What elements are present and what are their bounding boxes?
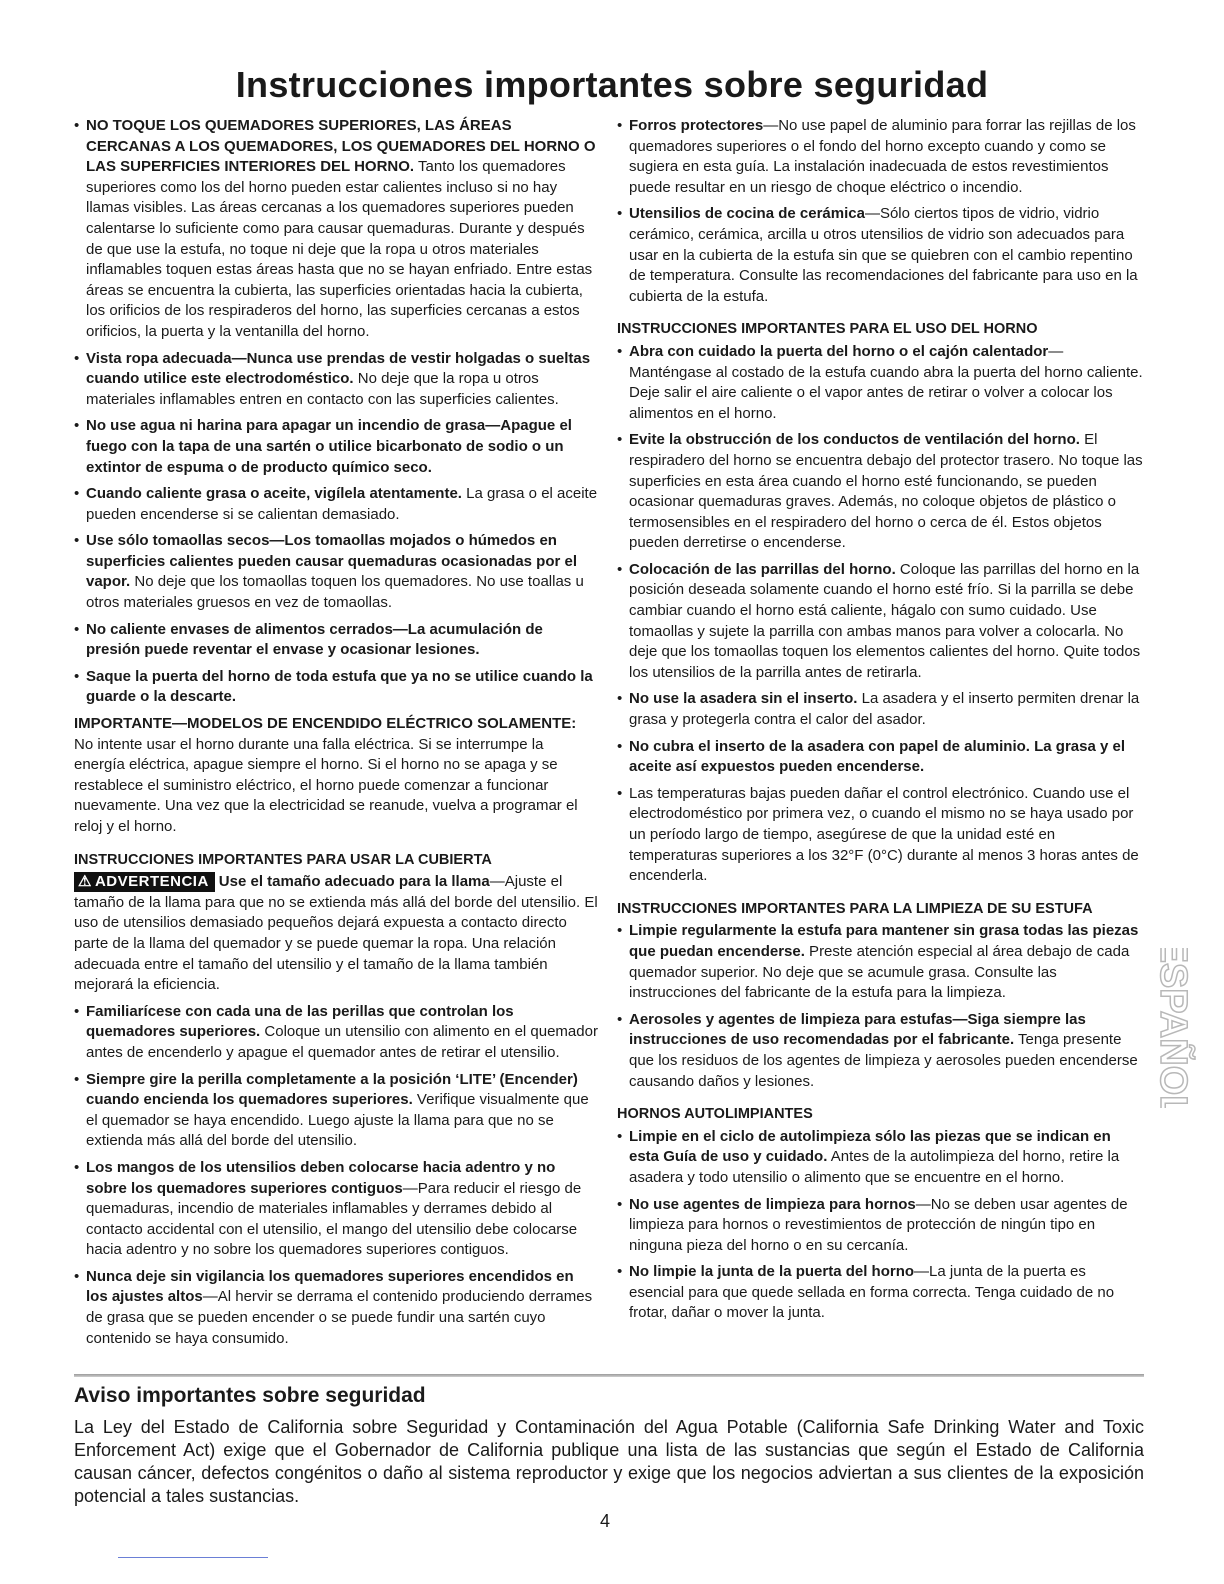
language-side-tab: [1146, 948, 1196, 1108]
list-item: [74, 116, 598, 343]
importante-paragraph: [74, 714, 598, 838]
item-heading: Vista ropa adecuada—Nunca use prendas de vestir holgadas o sueltas cuando utilice este electrodoméstico.: [86, 349, 591, 388]
item-heading: No cubra el inserto de la asadera con papel de aluminio. La grasa y el aceite así expuestos pueden encenderse.: [629, 737, 1126, 776]
item-heading: Saque la puerta del horno de toda estufa que ya no se utilice cuando la guarde o la descarte.: [86, 667, 593, 706]
item-heading: Abra con cuidado la puerta del horno o el cajón calentador: [629, 342, 1049, 360]
item-heading: Aerosoles y agentes de limpieza para estufas—Siga siempre las instrucciones de uso recomendadas por el fabricante.: [629, 1010, 1086, 1049]
item-text: —Manténgase al costado de la estufa cuando abra la puerta del horno caliente. Deje salir el aire caliente o el vapor antes de retirar o volver a colocar los alimentos en el horno.: [629, 342, 1143, 422]
item-text: —La junta de la puerta es esencial para que quede sellada en forma correcta. Tenga cuidado de no frotar, dañar o mover la junta.: [629, 1263, 1115, 1322]
section-heading-horno: INSTRUCCIONES IMPORTANTES PARA EL USO DEL HORNO: [617, 321, 1038, 338]
item-text: Coloque las parrillas del horno en la posición deseada solamente cuando el horno esté frío. Si la parrilla se debe cambiar cuando el horno está caliente, hágalo con sumo cuidado. Use tomaollas y sujete la parrilla con ambas manos para volver a colocarla. No deje que los tomaollas toquen los elementos calientes del horno. Quite todos los utensilios de la parrilla antes de retirarla.: [629, 560, 1141, 681]
list-item: [617, 784, 1143, 887]
list-item: [617, 921, 1143, 1003]
item-text: Antes de la autolimpieza del horno, retire la asadera y todo utensilio o alimento que se encuentre en el horno.: [629, 1148, 1120, 1186]
list-item: [617, 1127, 1143, 1189]
warning-badge-label: ADVERTENCIA: [94, 873, 209, 891]
left-column: [74, 116, 598, 1355]
list-item: [74, 531, 598, 613]
right-column: [617, 116, 1143, 1330]
section-divider: [74, 1374, 1144, 1377]
item-text: —No use papel de aluminio para forrar las rejillas de los quemadores superiores o el fondo del horno excepto cuando y como se sugiera en esta guía. La instalación inadecuada de estos revestimientos puede resultar en un riesgo de choque eléctrico o incendio.: [629, 117, 1136, 196]
item-text: Tanto los quemadores superiores como los del horno pueden estar calientes incluso si no hay llamas visibles. Las áreas cercanas a los quemadores superiores pueden calentarse lo suficiente como para causar quemaduras. Durante y después de que use la estufa, no toque ni deje que la ropa u otros materiales inflamables toquen estas áreas hasta que no se hayan enfriado. Entre estas áreas se encuentra la cubierta, las superficies orientadas hacia la cubierta, los orificios de los respiraderos del horno, las superficies cercanas a estos orificios, la puerta y la ventanilla del horno.: [86, 158, 593, 340]
item-heading: Evite la obstrucción de los conductos de ventilación del horno.: [629, 431, 1080, 449]
list-item: [617, 116, 1143, 198]
warning-triangle-icon: ⚠: [78, 873, 92, 891]
section-heading-cubierta: INSTRUCCIONES IMPORTANTES PARA USAR LA CUBIERTA: [74, 851, 492, 868]
list-item: [74, 1267, 598, 1349]
list-item: [74, 620, 598, 661]
item-text: Tenga presente que los residuos de los agentes de limpieza y aerosoles pueden encenderse causando daños y lesiones.: [629, 1031, 1138, 1090]
list-item: [617, 737, 1143, 778]
item-heading: Los mangos de los utensilios deben colocarse hacia adentro y no sobre los quemadores superiores contiguos: [86, 1158, 556, 1197]
item-heading: Cuando caliente grasa o aceite, vigílela atentamente.: [86, 485, 462, 503]
warning-badge: [74, 872, 215, 892]
item-heading: Use sólo tomaollas secos—Los tomaollas mojados o húmedos en superficies calientes pueden causar quemaduras ocasionadas por el vapor.: [86, 532, 578, 591]
list-item: [74, 667, 598, 708]
item-heading: Siempre gire la perilla completamente a la posición ‘LITE’ (Encender) cuando encienda los quemadores superiores.: [86, 1070, 578, 1109]
item-text: La asadera y el inserto permiten drenar la grasa y protegerla contra el calor del asador.: [629, 690, 1140, 729]
item-text: Las temperaturas bajas pueden dañar el control electrónico. Cuando use el electrodoméstico por primera vez, o cuando el mismo no se haya usado por un período largo de tiempo, asegúrese de que la unidad esté en temperaturas superiores a los 32°F (0°C) durante al menos 3 horas antes de encenderla.: [629, 784, 1139, 885]
item-heading: No limpie la junta de la puerta del horno: [629, 1263, 915, 1281]
list-item: [74, 1002, 598, 1064]
list-item: [74, 1158, 598, 1261]
list-item: [74, 1070, 598, 1152]
item-heading: No use agua ni harina para apagar un incendio de grasa—Apague el fuego con la tapa de una sartén o utilice bicarbonato de sodio o un extintor de espuma o de producto químico seco.: [86, 417, 572, 476]
item-text: —Sólo ciertos tipos de vidrio, vidrio cerámico, cerámica, arcilla u otros utensilios de vidrio son adecuados para usar en la cubierta de la estufa sin que se quiebren con el cambio repentino de temperatura. Consulte las recomendaciones del fabricante para uso en la cubierta de la estufa.: [629, 205, 1138, 305]
list-item: [617, 430, 1143, 554]
list-item: [617, 1010, 1143, 1092]
item-text: —Al hervir se derrama el contenido produciendo derrames de grasa que se pueden encender o se puede fundir una sartén cuyo contenido se haya consumido.: [86, 1288, 593, 1347]
list-item: [617, 1262, 1143, 1324]
list-item: [74, 416, 598, 478]
language-side-tab-graphic: [1146, 948, 1196, 1108]
list-item: [617, 342, 1143, 424]
item-text: No deje que la ropa u otros materiales inflamables entren en contacto con las superficies calientes.: [86, 370, 559, 408]
item-text: Preste atención especial al área debajo de cada quemador superior. No deje que se acumule grasa. Consulte las instrucciones del fabricante de la estufa para la limpieza.: [629, 942, 1130, 1002]
importante-heading: IMPORTANTE—MODELOS DE ENCENDIDO ELÉCTRICO SOLAMENTE:: [74, 715, 577, 733]
item-heading: NO TOQUE LOS QUEMADORES SUPERIORES, LAS ÁREAS CERCANAS A LOS QUEMADORES, LOS QUEMADORES DEL HORNO O LAS SUPERFICIES INTERIORES DEL HORNO.: [86, 117, 596, 176]
language-side-tab-label: ESPAÑOL: [1151, 948, 1194, 1108]
item-heading: Utensilios de cocina de cerámica: [629, 205, 865, 223]
item-text: Verifique visualmente que el quemador se haya encendido. Luego ajuste la llama para que no se extienda más allá del borde del utensilio.: [86, 1091, 589, 1150]
aviso-body: La Ley del Estado de California sobre Seguridad y Contaminación del Agua Potable (California Safe Drinking Water and Toxic Enforcement Act) exige que el Gobernador de California publique una lista de las sustancias que según el Estado de California causan cáncer, defectos congénitos o daño al sistema reproductor y exige que los negocios adviertan a sus clientes de la exposición potencial a tales sustancias.: [74, 1417, 1144, 1506]
page-title: Instrucciones importantes sobre seguridad: [235, 64, 989, 105]
item-heading: Forros protectores: [629, 117, 764, 134]
list-item: [74, 484, 598, 525]
item-text: El respiradero del horno se encuentra debajo del protector trasero. No toque las superficies en esta área cuando el horno esté funcionando, se pueden ocasionar quemaduras graves. Además, no coloque objetos de plástico o termosensibles en el respiradero del horno o cerca de él. Estos objetos pueden derretirse o encenderse.: [629, 431, 1143, 552]
section-heading-limpieza: INSTRUCCIONES IMPORTANTES PARA LA LIMPIEZA DE SU ESTUFA: [617, 900, 1093, 917]
item-heading: Familiarícese con cada una de las perillas que controlan los quemadores superiores.: [86, 1002, 514, 1041]
item-heading: Limpie en el ciclo de autolimpieza sólo las piezas que se indican en esta Guía de uso y cuidado.: [629, 1127, 1111, 1166]
warning-text: —Ajuste el tamaño de la llama para que no se extienda más allá del borde del utensilio. El uso de utensilios demasiado pequeños dejará expuesta a contacto directo parte de la llama del quemador y se puede quemar la ropa. Una relación adecuada entre el tamaño del utensilio y el tamaño de la llama también mejorará la eficiencia.: [74, 873, 598, 994]
warning-heading: Use el tamaño adecuado para la llama: [218, 873, 490, 891]
list-item: [617, 204, 1143, 307]
footer-link-line: [118, 1557, 268, 1558]
warning-paragraph: [74, 872, 598, 996]
aviso-title: Aviso importantes sobre seguridad: [74, 1384, 426, 1407]
item-text: La grasa o el aceite pueden encenderse si se calientan demasiado.: [86, 485, 598, 523]
list-item: [617, 689, 1143, 730]
item-heading: No caliente envases de alimentos cerrados—La acumulación de presión puede reventar el envase y ocasionar lesiones.: [86, 620, 543, 659]
item-heading: Nunca deje sin vigilancia los quemadores superiores encendidos en los ajustes altos: [86, 1267, 574, 1306]
item-text: —No se deben usar agentes de limpieza para hornos o revestimientos de protección de ningún tipo en ninguna pieza del horno o en su cercanía.: [629, 1195, 1128, 1254]
list-item: [617, 1195, 1143, 1257]
section-heading-autolimpiantes: HORNOS AUTOLIMPIANTES: [617, 1106, 813, 1123]
list-item: [617, 560, 1143, 684]
list-item: [74, 349, 598, 411]
item-heading: Limpie regularmente la estufa para mantener sin grasa todas las piezas que puedan encenderse.: [629, 922, 1139, 960]
item-text: —Para reducir el riesgo de quemaduras, incendio de materiales inflamables y derrames debido al contacto accidental con el utensilio, el mango del utensilio debe colocarse hacia adentro y no sobre los quemadores superiores contiguos.: [86, 1179, 582, 1259]
item-text: Coloque un utensilio con alimento en el quemador antes de encenderlo y apague el quemador antes de retirar el utensilio.: [86, 1023, 598, 1061]
item-heading: Colocación de las parrillas del horno.: [629, 560, 896, 578]
page-number: 4: [600, 1511, 611, 1531]
item-text: No deje que los tomaollas toquen los quemadores. No use toallas u otros materiales gruesos en vez de tomaollas.: [86, 573, 584, 612]
importante-text: No intente usar el horno durante una falla eléctrica. Si se interrumpe la energía eléctrica, apague siempre el horno. Si el horno no se apaga y se restablece el suministro eléctrico, el horno puede comenzar a funcionar nuevamente. Una vez que la electricidad se reanude, vuelva a programar el reloj y el horno.: [74, 735, 578, 835]
item-heading: No use agentes de limpieza para hornos: [629, 1195, 916, 1213]
item-heading: No use la asadera sin el inserto.: [629, 690, 858, 708]
